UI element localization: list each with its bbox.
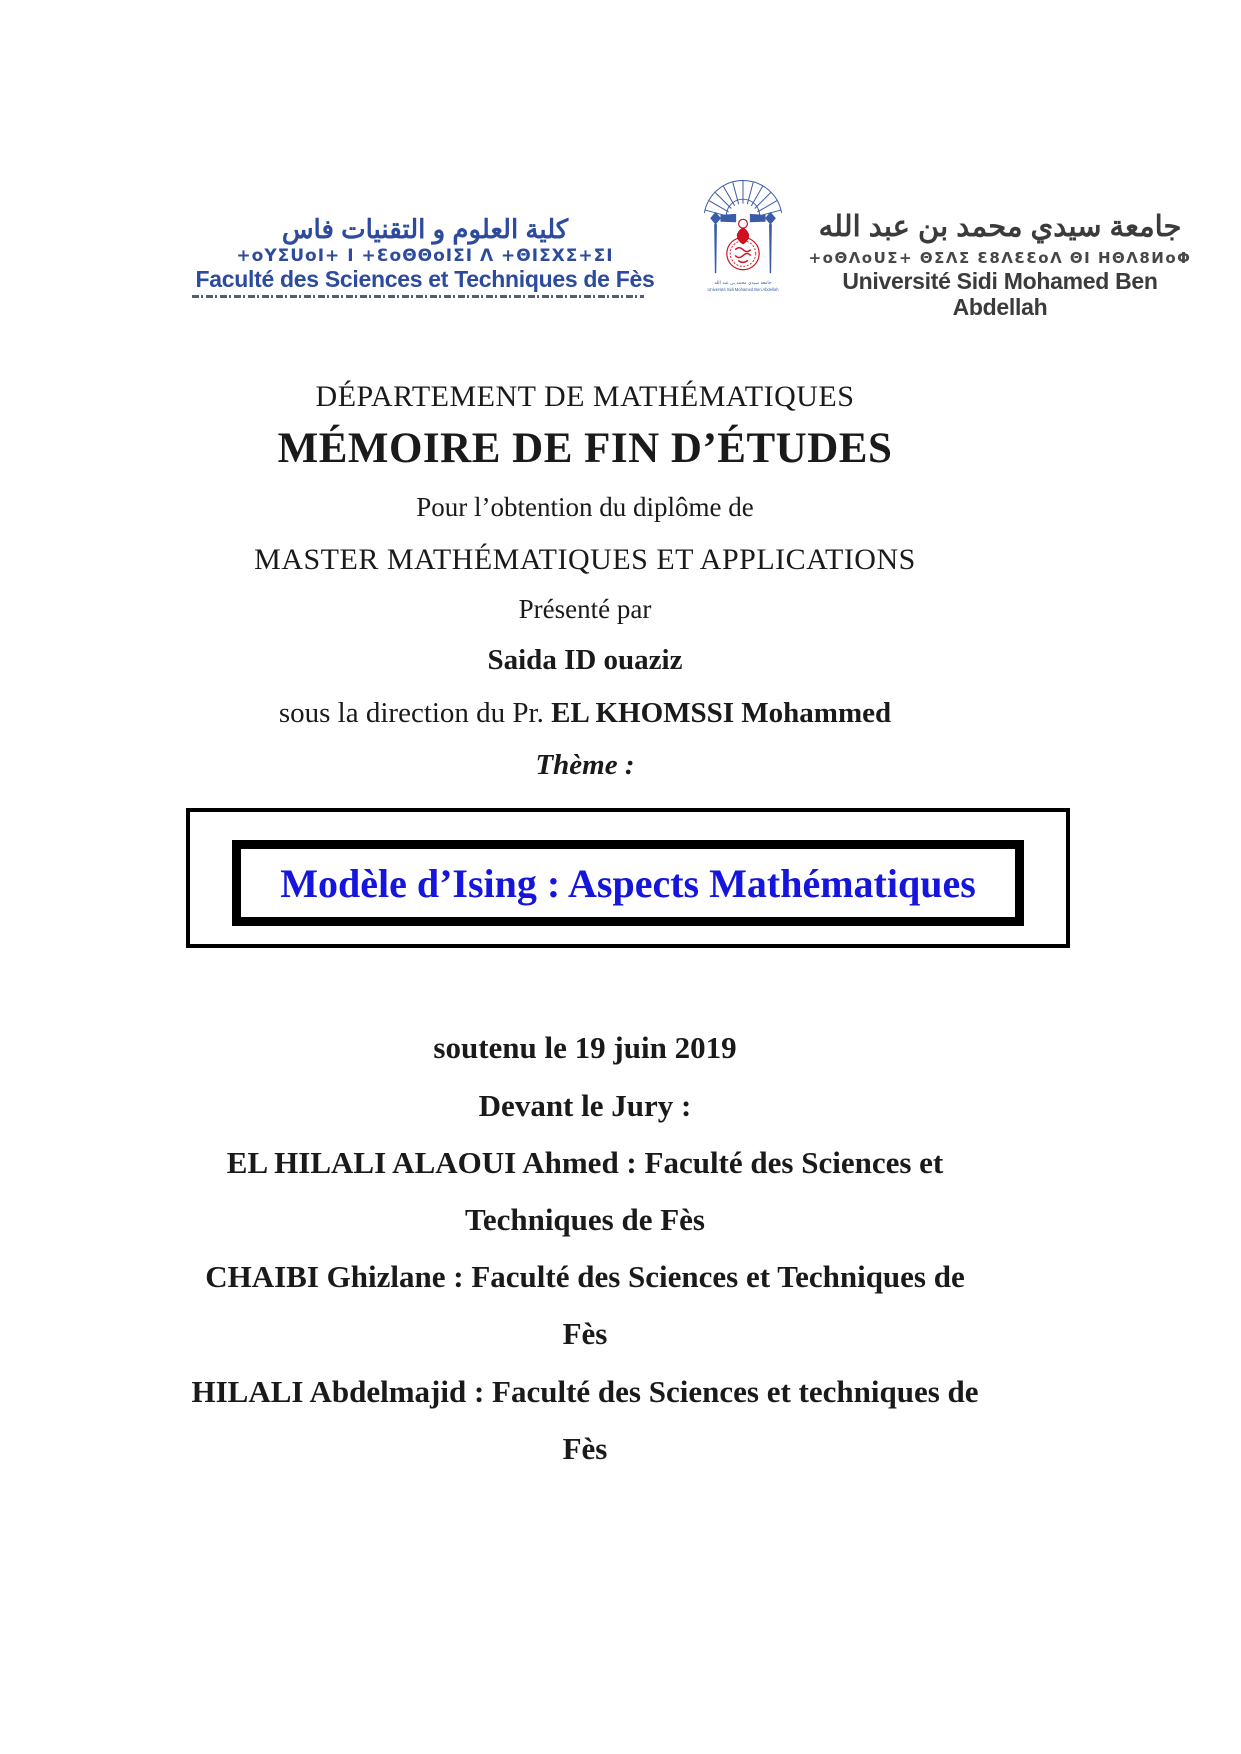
faculty-name-arabic: كلية العلوم و التقنيات فاس: [281, 214, 569, 244]
direction-line: [0, 697, 1170, 730]
jury-member-3-line-2: Fès: [562, 1431, 608, 1466]
author-name: Saida ID ouaziz: [487, 644, 683, 676]
theme-box-inner-frame: [232, 840, 1024, 926]
presented-by-label: Présenté par: [518, 594, 652, 624]
university-name-arabic: جامعة سيدي محمد بن عبد الله: [818, 211, 1182, 243]
university-logo: [694, 166, 792, 300]
director-name: EL KHOMSSI Mohammed: [551, 697, 892, 729]
university-name-tifinagh: +oΘΛoUΣ+ ΘΣΛΣ Ɛ8ΛƐƐoΛ ΘI ΗΘΛ8ИoΦ: [808, 249, 1192, 267]
university-name-french: Université Sidi Mohamed Ben Abdellah: [842, 268, 1158, 320]
theme-label: Thème :: [535, 749, 635, 781]
jury-label: Devant le Jury :: [478, 1088, 692, 1123]
faculty-dashed-underline: [192, 295, 644, 298]
jury-member-1-line-1: EL HILALI ALAOUI Ahmed : Faculté des Sciences et: [226, 1145, 944, 1180]
faculty-block: [188, 212, 662, 292]
department-line: DÉPARTEMENT DE MATHÉMATIQUES: [315, 380, 855, 413]
thesis-title: Modèle d’Ising : Aspects Mathématiques: [280, 860, 976, 906]
jury-member-3-line-1: HILALI Abdelmajid : Faculté des Sciences et techniques de: [191, 1374, 979, 1409]
university-block: [798, 206, 1202, 320]
jury-member-1-line-2: Techniques de Fès: [464, 1202, 705, 1237]
theme-box-outer-frame: [186, 808, 1070, 948]
jury-member-2-line-1: CHAIBI Ghizlane : Faculté des Sciences et Techniques de: [205, 1259, 965, 1294]
direction-prefix: sous la direction du Pr.: [278, 697, 552, 729]
defense-date: soutenu le 19 juin 2019: [433, 1030, 737, 1065]
jury-member-2-line-2: Fès: [562, 1316, 608, 1351]
logo-caption-french: Université Sidi Mohamed Ben Abdellah: [707, 286, 779, 292]
university-emblem-icon: [694, 166, 792, 300]
degree-line: MASTER MATHÉMATIQUES ET APPLICATIONS: [254, 543, 916, 576]
logo-caption-arabic: جامعة سيدي محمد بن عبد الله: [714, 280, 772, 286]
document-type-title: MÉMOIRE DE FIN D’ÉTUDES: [277, 425, 893, 472]
faculty-name-tifinagh: +oYΣUoI+ I +ƐoΘΘoIΣI Λ +ΘIΣXΣ+ΣI: [236, 246, 614, 266]
obtention-line: Pour l’obtention du diplôme de: [416, 492, 754, 522]
faculty-name-french: Faculté des Sciences et Techniques de Fès: [195, 266, 655, 292]
